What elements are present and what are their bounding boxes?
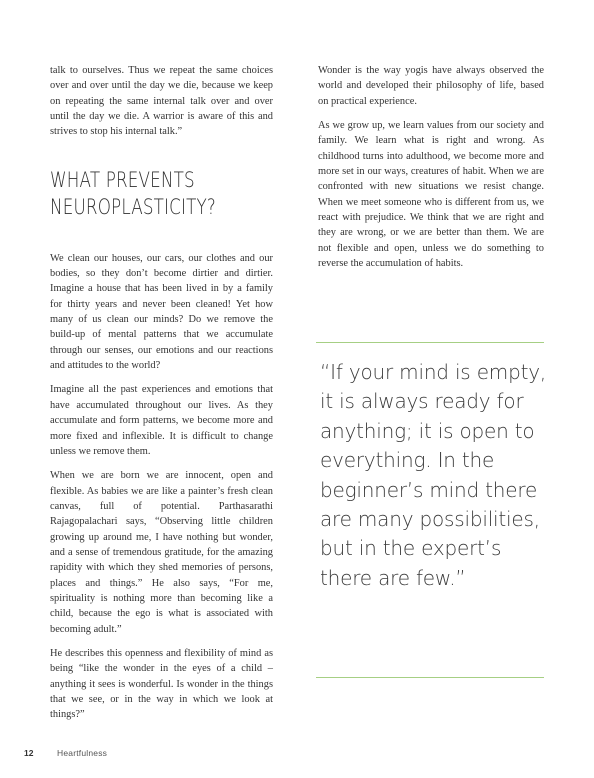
body-paragraph-3: When we are born we are innocent, open and flexible. As babies we are like a painter’s fresh clean canvas, full of potential. Parthasarathi Rajagopalachari says, “Observing little children growing up around me, I have nothing but wonder, and a sense of tremendous gratitude, for the amazing rapidity with which they shed memories of persons, places and things.” He also says, “For me, spirituality is nothing more than becoming like a child, because the ego is what is associated with becoming adult.” (50, 470, 273, 635)
right-paragraph-1: Wonder is the way yogis have always observed the world and developed their philosophy of life, based on practical experience. (318, 65, 544, 107)
body-paragraph-1: We clean our houses, our cars, our clothes and our bodies, so they don’t become dirtier and dirtier. Imagine a house that has been lived in by a family for thirty years and never been cleaned! Yet how many of us clean our minds? Do we remove the build-up of mental patterns that we accumulate through our senses, our emotions and our reactions and attitudes to the world? (50, 252, 273, 372)
pull-quote: “If your mind is empty, it is always ready for anything; it is open to everything. In the beginner’s mind there are many possibilities, but in the expert’s there are few.” (320, 360, 547, 590)
section-heading-line-1: WHAT PREVENTS (50, 167, 195, 193)
intro-paragraph: talk to ourselves. Thus we repeat the same choices over and over until the day we die, because we keep on repeating the same internal talk over and over until the day we die. A warrior is aware of this and strives to stop his internal talk.” (50, 65, 273, 138)
page-footer (24, 748, 107, 758)
left-column (50, 63, 273, 723)
right-column (318, 63, 544, 271)
body-paragraph-2: Imagine all the past experiences and emotions that have accumulated throughout our lives. As they accumulate and form patterns, we become more and more fixed and inflexible. It is difficult to change unless we remove them. (50, 384, 273, 457)
section-heading-line-2: NEUROPLASTICITY? (50, 194, 216, 220)
page-number: 12 (24, 748, 34, 758)
pull-quote-bottom-rule (316, 677, 544, 678)
pull-quote-top-rule (316, 342, 544, 343)
body-paragraph-4: He describes this openness and flexibility of mind as being “like the wonder in the eyes of a child – anything it sees is wonderful. Is wonder in the things that we see, or in the way in which we look at things?” (50, 647, 273, 721)
section-heading (50, 167, 276, 221)
right-paragraph-2: As we grow up, we learn values from our society and family. We learn what is right and wrong. As childhood turns into adulthood, we become more and more set in our ways, creatures of habit. When we are confronted with new situations we resist change. When we meet someone who is different from us, we react with prejudice. We think that we are right and they are wrong, or we are better than them. We are not flexible and open, unless we do something to reverse the accumulation of habits. (318, 120, 544, 270)
publication-name: Heartfulness (57, 748, 108, 758)
